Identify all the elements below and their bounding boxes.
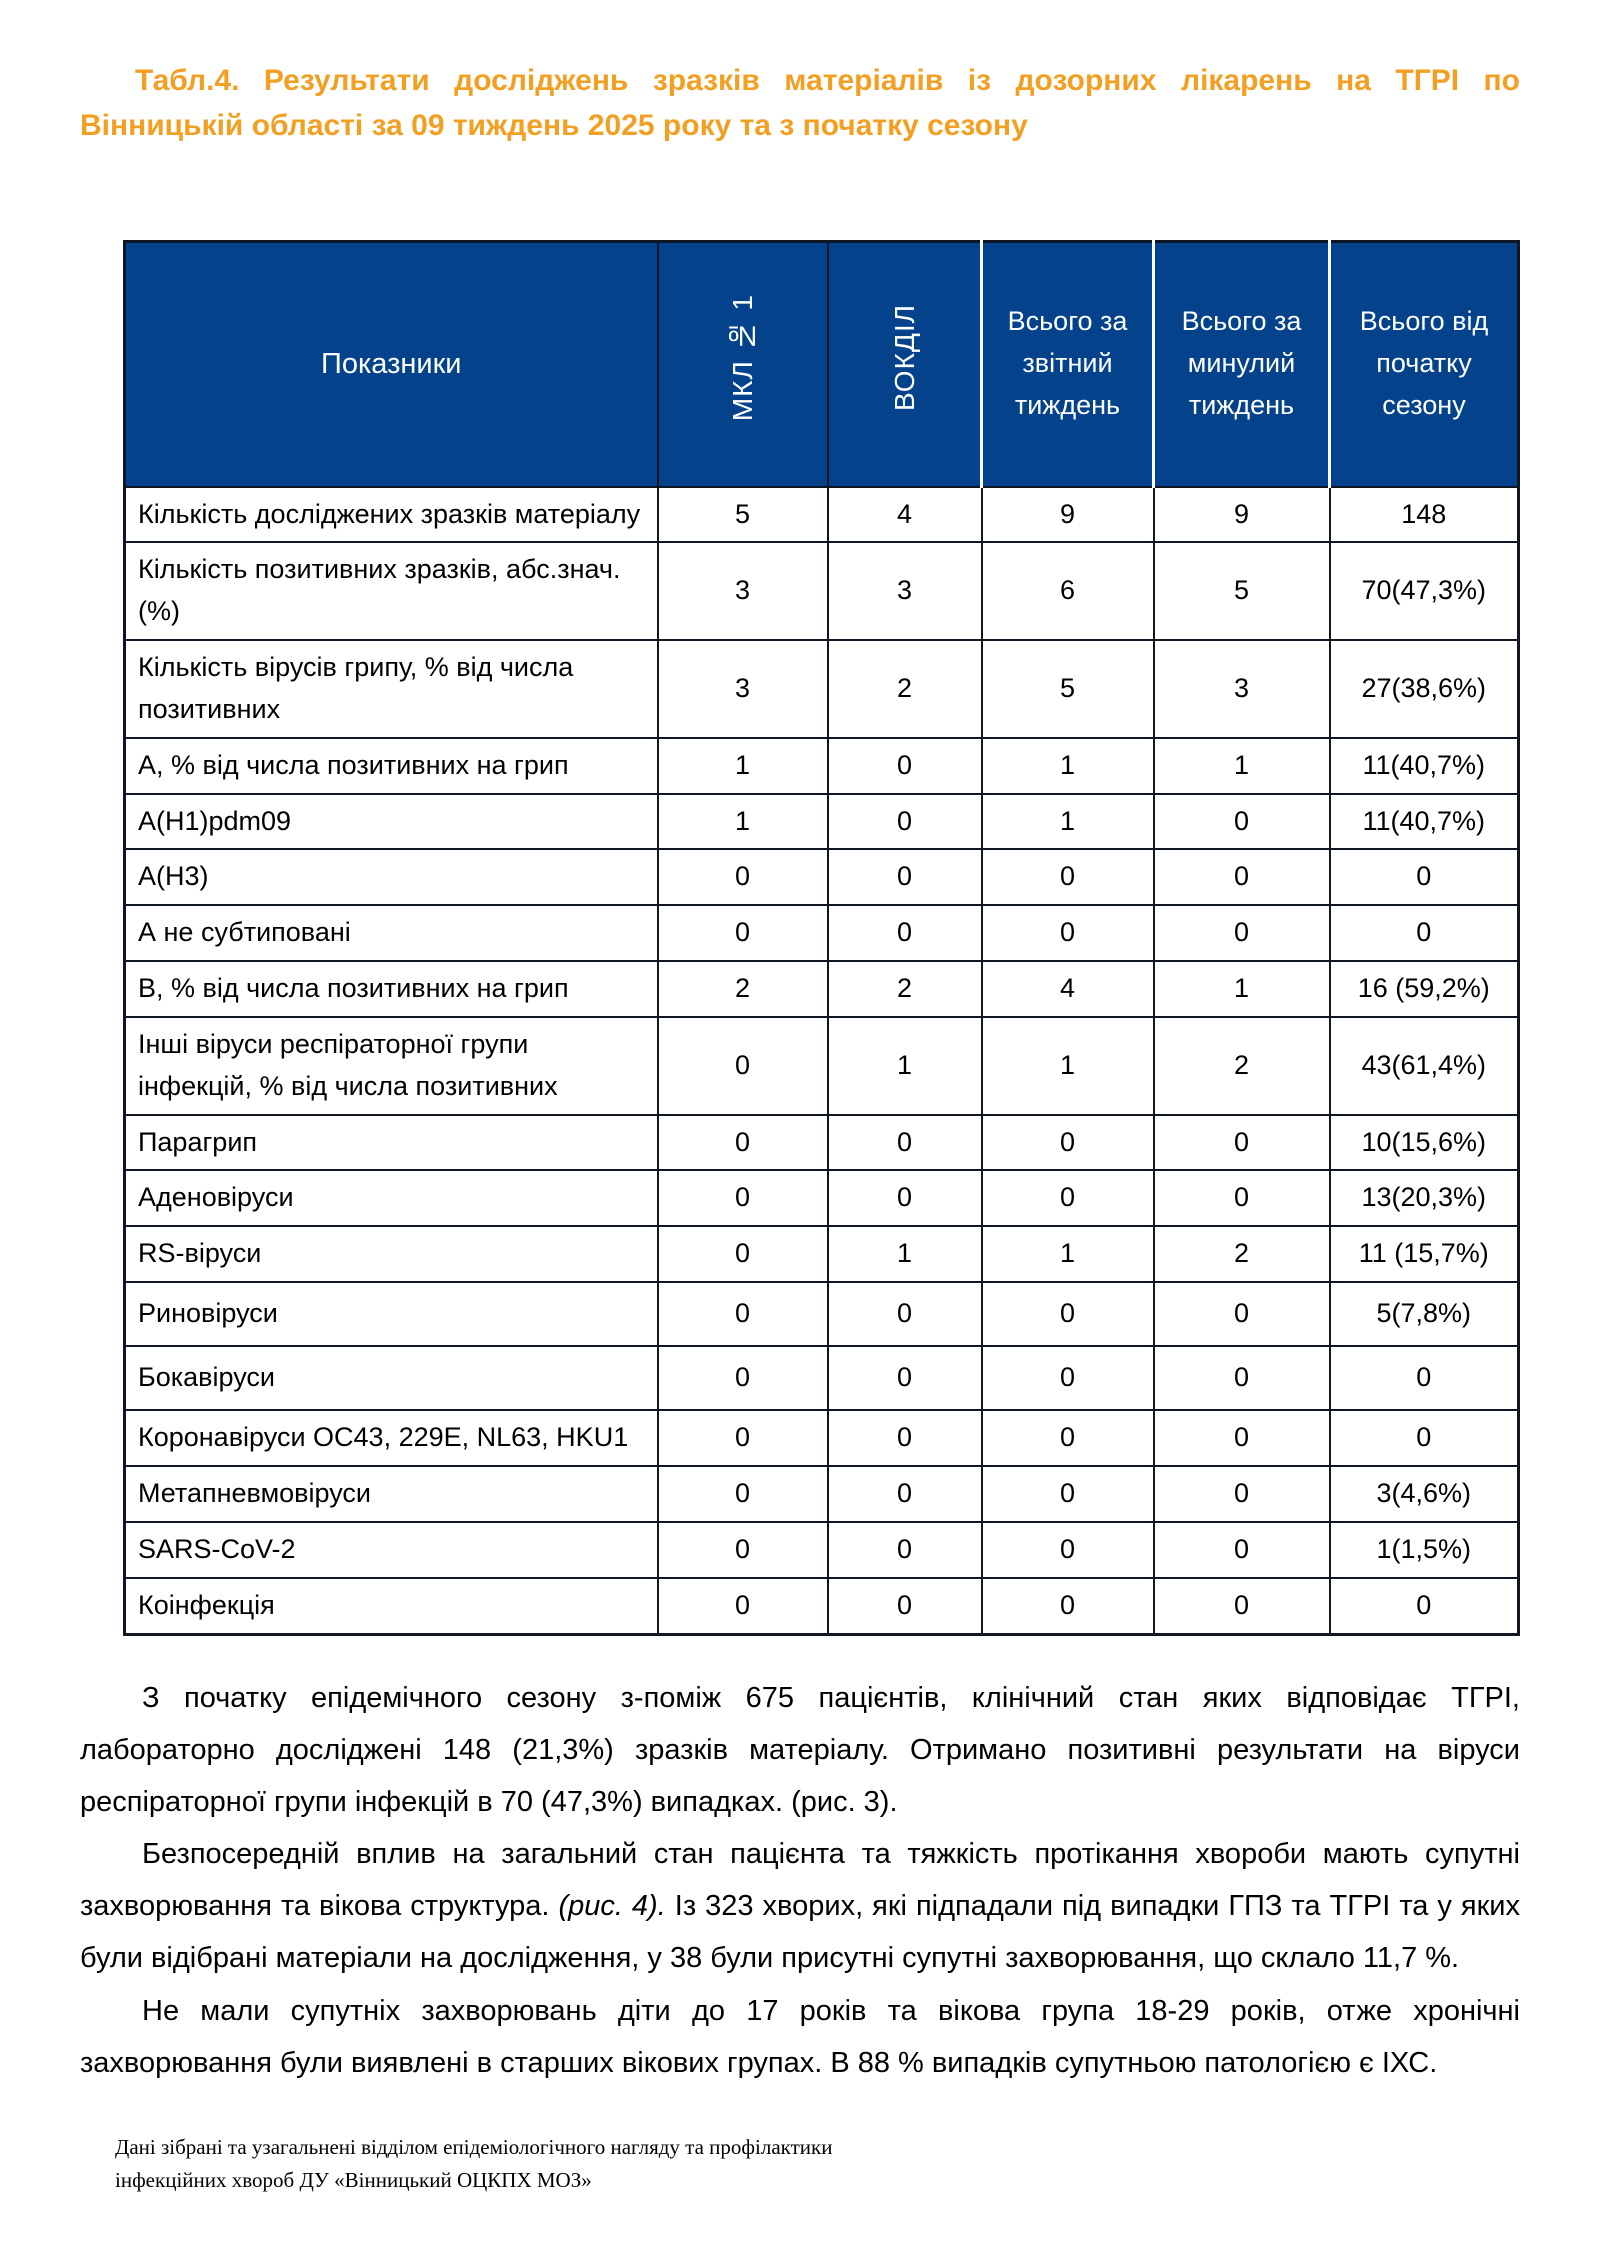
row-label: Риновіруси — [125, 1282, 658, 1346]
cell-value: 3 — [658, 640, 828, 738]
cell-value: 2 — [1154, 1017, 1330, 1115]
table-header-row — [125, 242, 1519, 487]
cell-value: 0 — [1154, 1115, 1330, 1171]
table-row — [125, 487, 1519, 543]
cell-value: 4 — [828, 487, 982, 543]
cell-value: 2 — [1154, 1226, 1330, 1282]
table-row — [125, 640, 1519, 738]
footer-note — [115, 2131, 1520, 2196]
cell-value: 5 — [1154, 542, 1330, 640]
row-label: Аденовіруси — [125, 1170, 658, 1226]
paragraph-text: Не мали супутніх захворювань діти до 17 років та вікова група 18-29 років, отже хронічні захворювання були виявлені в старших вікових групах. В 88 % випадків супутньою патологією є ІХС. — [80, 1994, 1520, 2079]
table-row — [125, 1170, 1519, 1226]
row-label: Кількість досліджених зразків матеріалу — [125, 487, 658, 543]
table-body — [125, 487, 1519, 1635]
cell-value: 9 — [982, 487, 1154, 543]
cell-value: 11 (15,7%) — [1330, 1226, 1519, 1282]
footer-line-1: Дані зібрані та узагальнені відділом епідеміологічного нагляду та профілактики — [115, 2135, 833, 2160]
paragraph-text: З початку епідемічного сезону з-поміж 675 пацієнтів, клінічний стан яких відповідає ТГРІ, лабораторно досліджені 148 (21,3%) зразків матеріалу. Отримано позитивні результати на віруси респіраторної групи інфекцій в 70 (47,3%) випадках. (рис. 3). — [80, 1681, 1520, 1818]
cell-value: 1 — [982, 1017, 1154, 1115]
row-label: RS-віруси — [125, 1226, 658, 1282]
header-total-previous-week: Всього за минулий тиждень — [1154, 242, 1330, 487]
cell-value: 1 — [1154, 961, 1330, 1017]
row-label: Кількість вірусів грипу, % від числа позитивних — [125, 640, 658, 738]
cell-value: 3 — [828, 542, 982, 640]
table-header — [125, 242, 1519, 487]
cell-value: 0 — [1154, 794, 1330, 850]
cell-value: 0 — [982, 1115, 1154, 1171]
cell-value: 0 — [658, 1466, 828, 1522]
table-row — [125, 1578, 1519, 1634]
cell-value: 0 — [1330, 1346, 1519, 1410]
cell-value: 0 — [828, 905, 982, 961]
cell-value: 9 — [1154, 487, 1330, 543]
cell-value: 0 — [658, 1226, 828, 1282]
cell-value: 6 — [982, 542, 1154, 640]
cell-value: 0 — [658, 1115, 828, 1171]
cell-value: 1 — [828, 1226, 982, 1282]
page-title: Табл.4. Результати досліджень зразків матеріалів із дозорних лікарень на ТГРІ по Вінницькій області за 09 тиждень 2025 року та з початку сезону — [80, 64, 1520, 142]
row-label: Коронавіруси ОС43, 229Е, NL63, HKU1 — [125, 1410, 658, 1466]
header-total-reporting-week: Всього за звітний тиждень — [982, 242, 1154, 487]
cell-value: 0 — [982, 1522, 1154, 1578]
cell-value: 3 — [1154, 640, 1330, 738]
table-row — [125, 905, 1519, 961]
cell-value: 148 — [1330, 487, 1519, 543]
cell-value: 0 — [982, 1466, 1154, 1522]
paragraph-comorbidity — [80, 1828, 1520, 1985]
cell-value: 1 — [982, 1226, 1154, 1282]
cell-value: 0 — [658, 905, 828, 961]
cell-value: 3 — [658, 542, 828, 640]
cell-value: 2 — [658, 961, 828, 1017]
cell-value: 70(47,3%) — [1330, 542, 1519, 640]
cell-value: 1 — [658, 738, 828, 794]
cell-value: 1 — [828, 1017, 982, 1115]
row-label: А не субтиповані — [125, 905, 658, 961]
cell-value: 0 — [982, 1170, 1154, 1226]
cell-value: 0 — [658, 849, 828, 905]
header-vokdil-label: ВОКДІЛ — [888, 304, 920, 412]
cell-value: 0 — [658, 1282, 828, 1346]
footer-line-2: інфекційних хвороб ДУ «Вінницький ОЦКПХ МОЗ» — [115, 2167, 592, 2192]
row-label: Бокавіруси — [125, 1346, 658, 1410]
cell-value: 0 — [982, 1282, 1154, 1346]
header-metrics: Показники — [125, 242, 658, 487]
row-label: Кількість позитивних зразків, абс.знач. (%) — [125, 542, 658, 640]
paragraph-age-groups — [80, 1985, 1520, 2089]
cell-value: 0 — [828, 1115, 982, 1171]
cell-value: 1 — [1154, 738, 1330, 794]
row-label: A(H3) — [125, 849, 658, 905]
cell-value: 1 — [982, 794, 1154, 850]
cell-value: 0 — [1154, 905, 1330, 961]
cell-value: 0 — [658, 1346, 828, 1410]
table-row — [125, 738, 1519, 794]
paragraph-text: (рис. 4). — [558, 1890, 666, 1923]
table-row — [125, 542, 1519, 640]
cell-value: 5(7,8%) — [1330, 1282, 1519, 1346]
cell-value: 13(20,3%) — [1330, 1170, 1519, 1226]
cell-value: 0 — [982, 1578, 1154, 1634]
row-label: Інші віруси респіраторної групи інфекцій, % від числа позитивних — [125, 1017, 658, 1115]
row-label: Парагрип — [125, 1115, 658, 1171]
cell-value: 0 — [1330, 905, 1519, 961]
cell-value: 16 (59,2%) — [1330, 961, 1519, 1017]
cell-value: 0 — [1154, 849, 1330, 905]
cell-value: 0 — [982, 849, 1154, 905]
paragraph-text: Із 323 хворих, які підпадали під випадки ГПЗ та ТГРІ та у яких були відібрані матеріали на дослідження, у 38 були присутні супутні захворювання, що склало 11,7 %. — [80, 1890, 1521, 1975]
cell-value: 0 — [828, 849, 982, 905]
cell-value: 3(4,6%) — [1330, 1466, 1519, 1522]
cell-value: 0 — [828, 738, 982, 794]
cell-value: 0 — [658, 1017, 828, 1115]
row-label: В, % від числа позитивних на грип — [125, 961, 658, 1017]
table-row — [125, 1346, 1519, 1410]
cell-value: 0 — [828, 794, 982, 850]
results-table — [123, 240, 1520, 1636]
cell-value: 11(40,7%) — [1330, 794, 1519, 850]
cell-value: 0 — [828, 1170, 982, 1226]
cell-value: 2 — [828, 961, 982, 1017]
cell-value: 0 — [658, 1410, 828, 1466]
cell-value: 2 — [828, 640, 982, 738]
row-label: Метапневмовіруси — [125, 1466, 658, 1522]
cell-value: 0 — [982, 1346, 1154, 1410]
cell-value: 0 — [1154, 1346, 1330, 1410]
cell-value: 1(1,5%) — [1330, 1522, 1519, 1578]
cell-value: 0 — [1154, 1466, 1330, 1522]
cell-value: 4 — [982, 961, 1154, 1017]
cell-value: 0 — [828, 1282, 982, 1346]
cell-value: 0 — [828, 1578, 982, 1634]
cell-value: 0 — [828, 1522, 982, 1578]
cell-value: 0 — [982, 1410, 1154, 1466]
row-label: А, % від числа позитивних на грип — [125, 738, 658, 794]
table-row — [125, 1466, 1519, 1522]
row-label: A(H1)pdm09 — [125, 794, 658, 850]
cell-value: 0 — [658, 1578, 828, 1634]
cell-value: 0 — [658, 1522, 828, 1578]
table-row — [125, 1115, 1519, 1171]
cell-value: 27(38,6%) — [1330, 640, 1519, 738]
header-total-season: Всього від початку сезону — [1330, 242, 1519, 487]
cell-value: 43(61,4%) — [1330, 1017, 1519, 1115]
cell-value: 10(15,6%) — [1330, 1115, 1519, 1171]
cell-value: 0 — [1154, 1170, 1330, 1226]
cell-value: 0 — [828, 1466, 982, 1522]
cell-value: 0 — [1330, 1578, 1519, 1634]
cell-value: 0 — [1154, 1282, 1330, 1346]
cell-value: 0 — [1154, 1578, 1330, 1634]
paragraph-season-summary — [80, 1672, 1520, 1829]
cell-value: 5 — [982, 640, 1154, 738]
cell-value: 0 — [982, 905, 1154, 961]
cell-value: 0 — [1154, 1522, 1330, 1578]
cell-value: 1 — [982, 738, 1154, 794]
cell-value: 0 — [828, 1410, 982, 1466]
body-text — [80, 1672, 1520, 2090]
paragraph-text: Безпосередній вплив на загальний стан пацієнта та тяжкість протікання хвороби мають супутні захворювання та вікова структура. — [80, 1838, 1520, 1923]
table-row — [125, 849, 1519, 905]
cell-value: 1 — [658, 794, 828, 850]
table-row — [125, 961, 1519, 1017]
cell-value: 0 — [658, 1170, 828, 1226]
cell-value: 0 — [1330, 1410, 1519, 1466]
row-label: SARS-CoV-2 — [125, 1522, 658, 1578]
table-row — [125, 1522, 1519, 1578]
cell-value: 0 — [1154, 1410, 1330, 1466]
header-mkl-1 — [658, 242, 828, 487]
table-row — [125, 1017, 1519, 1115]
cell-value: 0 — [1330, 849, 1519, 905]
table-row — [125, 794, 1519, 850]
header-vokdil — [828, 242, 982, 487]
cell-value: 11(40,7%) — [1330, 738, 1519, 794]
cell-value: 5 — [658, 487, 828, 543]
table-row — [125, 1282, 1519, 1346]
cell-value: 0 — [828, 1346, 982, 1410]
row-label: Коінфекція — [125, 1578, 658, 1634]
table-row — [125, 1226, 1519, 1282]
table-row — [125, 1410, 1519, 1466]
header-mkl-1-label: МКЛ № 1 — [726, 294, 758, 422]
